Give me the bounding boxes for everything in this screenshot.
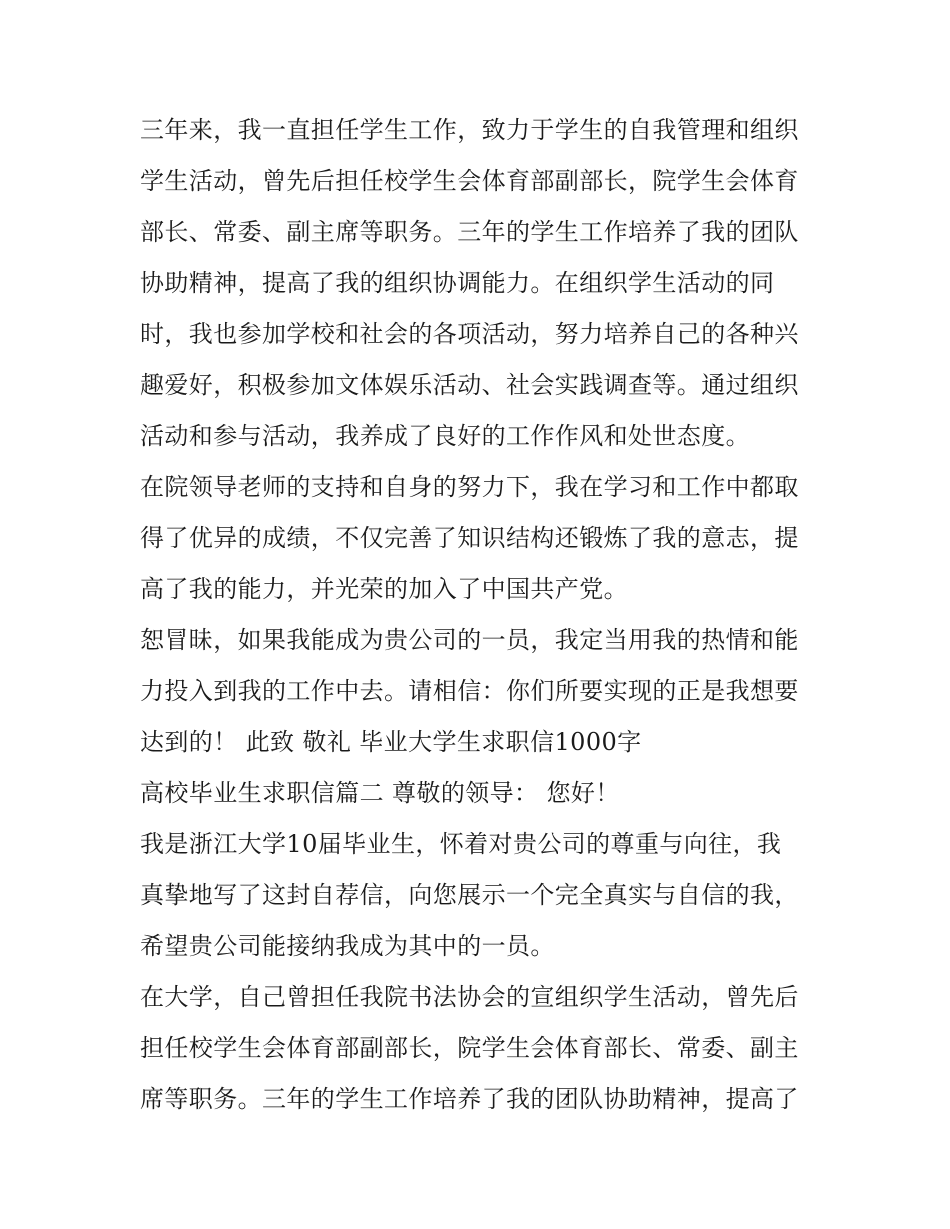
- text-line: 我是浙江大学10届毕业生，怀着对贵公司的尊重与向往，我: [140, 830, 782, 858]
- text-line: 得了优异的成绩，不仅完善了知识结构还锻炼了我的意志，提: [140, 524, 799, 552]
- text-line: 真挚地写了这封自荐信，向您展示一个完全真实与自信的我，: [140, 881, 799, 909]
- text-line: 三年来，我一直担任学生工作，致力于学生的自我管理和组织: [140, 116, 799, 144]
- text-line: 席等职务。三年的学生工作培养了我的团队协助精神，提高了: [140, 1085, 799, 1113]
- text-line: 趣爱好，积极参加文体娱乐活动、社会实践调查等。通过组织: [140, 371, 799, 399]
- text-line: 力投入到我的工作中去。请相信：你们所要实现的正是我想要: [140, 677, 799, 705]
- text-line: 达到的！ 此致 敬礼 毕业大学生求职信1000字: [140, 728, 642, 756]
- text-line: 在院领导老师的支持和自身的努力下，我在学习和工作中都取: [140, 473, 799, 501]
- text-line: 协助精神，提高了我的组织协调能力。在组织学生活动的同: [140, 269, 775, 297]
- text-line: 在大学，自己曾担任我院书法协会的宣组织学生活动，曾先后: [140, 983, 799, 1011]
- text-line: 高校毕业生求职信篇二 尊敬的领导： 您好！: [140, 779, 620, 807]
- text-line: 高了我的能力，并光荣的加入了中国共产党。: [140, 575, 628, 603]
- text-line: 学生活动，曾先后担任校学生会体育部副部长，院学生会体育: [140, 167, 799, 195]
- text-line: 活动和参与活动，我养成了良好的工作作风和处世态度。: [140, 422, 750, 450]
- text-line: 部长、常委、副主席等职务。三年的学生工作培养了我的团队: [140, 218, 799, 246]
- text-line: 希望贵公司能接纳我成为其中的一员。: [140, 932, 555, 960]
- text-line: 担任校学生会体育部副部长，院学生会体育部长、常委、副主: [140, 1034, 799, 1062]
- text-line: 恕冒昧，如果我能成为贵公司的一员，我定当用我的热情和能: [140, 626, 799, 654]
- document-body: [140, 108, 830, 1128]
- text-line: 时，我也参加学校和社会的各项活动，努力培养自己的各种兴: [140, 320, 799, 348]
